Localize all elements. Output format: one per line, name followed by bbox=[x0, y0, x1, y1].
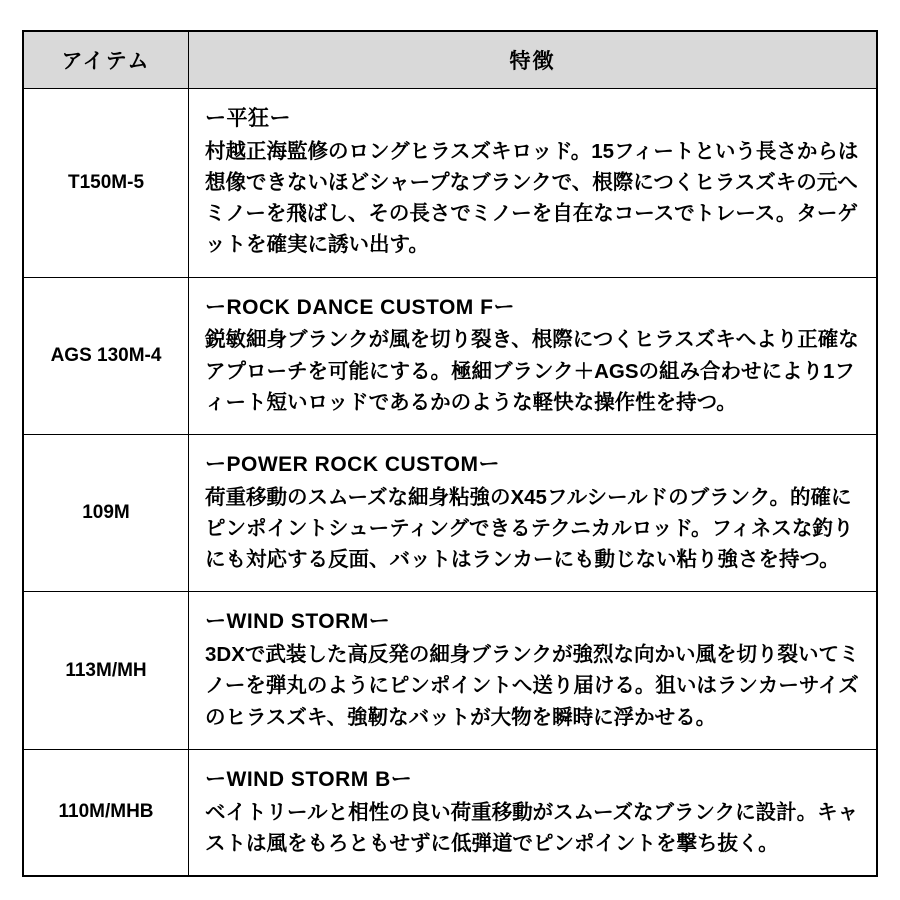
table-row bbox=[23, 434, 877, 591]
cell-feature bbox=[189, 434, 878, 591]
spec-table bbox=[22, 30, 878, 877]
feature-title: ーWIND STORMー bbox=[205, 610, 391, 634]
feature-body: 3DXで武装した高反発の細身ブランクが強烈な向かい風を切り裂いてミノーを弾丸のようにピンポイントへ送り届ける。狙いはランカーサイズのヒラスズキ、強靭なバットが大物を瞬時に浮かせる。 bbox=[205, 643, 860, 729]
feature-body: ベイトリールと相性の良い荷重移動がスムーズなブランクに設計。キャストは風をもろともせずに低弾道でピンポイントを撃ち抜く。 bbox=[205, 800, 859, 855]
feature-body: 荷重移動のスムーズな細身粘強のX45フルシールドのブランク。的確にピンポイントシューティングできるテクニカルロッド。フィネスな釣りにも対応する反面、バットはランカーにも動じない粘り強さを持つ。 bbox=[205, 485, 854, 572]
cell-feature bbox=[189, 89, 878, 278]
table-row bbox=[23, 89, 877, 278]
cell-item: 109M bbox=[23, 434, 189, 591]
feature-body: 村越正海監修のロングヒラスズキロッド。15フィートという長さからは想像できないほどシャープなブランクで、根際につくヒラスズキの元へミノーを飛ばし、その長さでミノーを自在なコースでトレース。ターゲットを確実に誘い出す。 bbox=[205, 139, 859, 257]
cell-item: 110M/MHB bbox=[23, 749, 189, 876]
feature-title: ーPOWER ROCK CUSTOMー bbox=[205, 452, 500, 476]
cell-feature bbox=[189, 592, 878, 749]
column-header-feature: 特徴 bbox=[189, 31, 878, 89]
table-body bbox=[23, 89, 877, 876]
feature-title: ーROCK DANCE CUSTOM Fー bbox=[205, 295, 515, 319]
feature-title: ーWIND STORM Bー bbox=[205, 767, 413, 791]
table-row bbox=[23, 592, 877, 749]
cell-feature bbox=[189, 749, 878, 876]
cell-item: T150M-5 bbox=[23, 89, 189, 278]
table-header-row bbox=[23, 31, 877, 89]
table-header bbox=[23, 31, 877, 89]
feature-body: 鋭敏細身ブランクが風を切り裂き、根際につくヒラスズキへより正確なアプローチを可能にする。極細ブランク＋AGSの組み合わせにより1フィート短いロッドであるかのような軽快な操作性を持つ。 bbox=[205, 328, 859, 414]
cell-item: 113M/MH bbox=[23, 592, 189, 749]
table-row bbox=[23, 749, 877, 876]
feature-title: ー平狂ー bbox=[205, 107, 291, 130]
cell-item: AGS 130M-4 bbox=[23, 277, 189, 434]
column-header-item: アイテム bbox=[23, 31, 189, 89]
table-row bbox=[23, 277, 877, 434]
cell-feature bbox=[189, 277, 878, 434]
